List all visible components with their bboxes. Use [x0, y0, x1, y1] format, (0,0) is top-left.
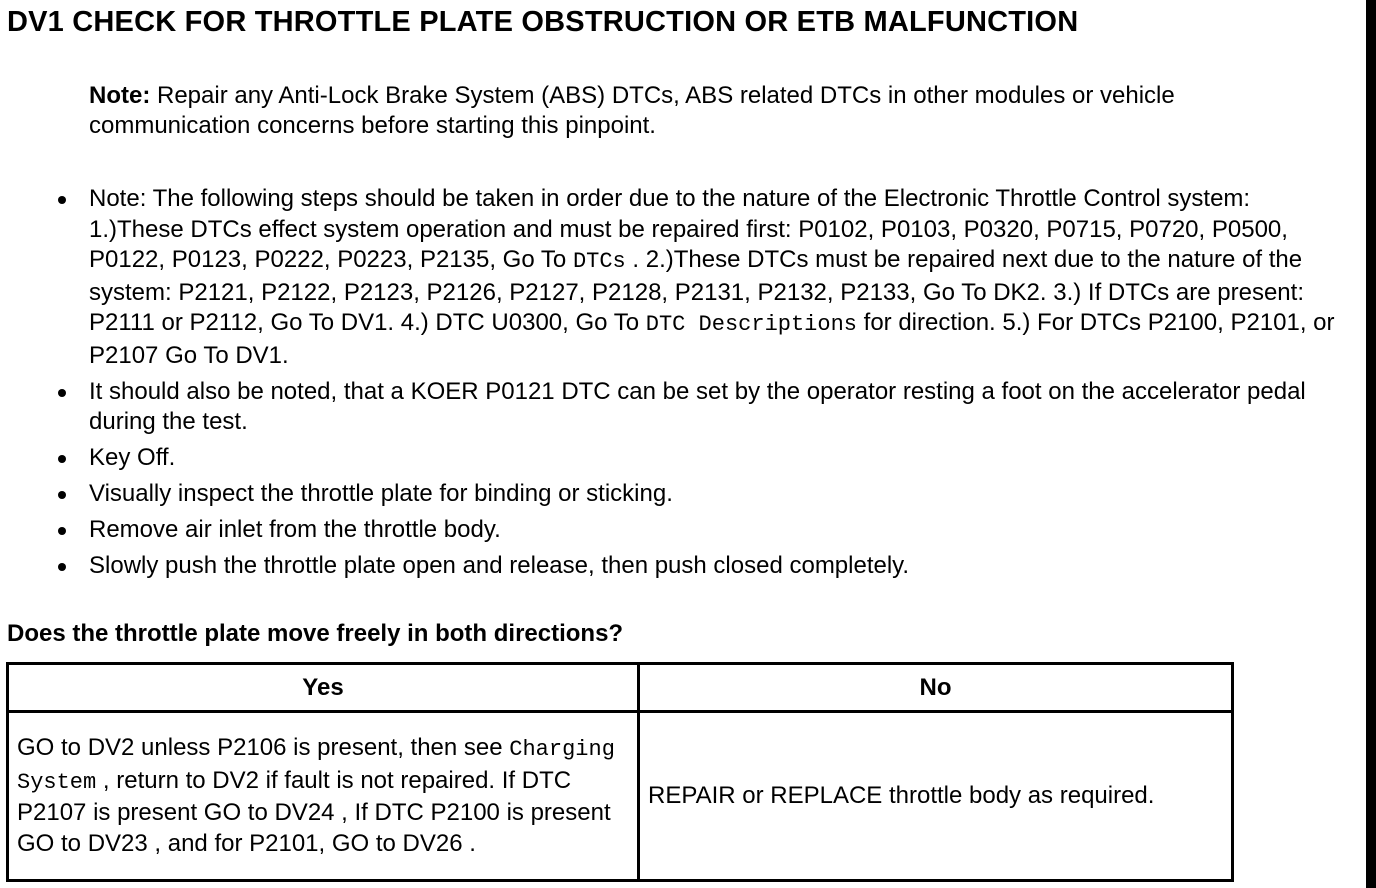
step-item-push-plate: [0, 551, 1350, 582]
charging-system-link[interactable]: Charging System: [17, 737, 615, 795]
step-text: Key Off.: [89, 444, 176, 471]
page-edge-bar: [1366, 0, 1376, 888]
step-item-visual-inspect: [0, 479, 1350, 510]
step-item-remove-inlet: [0, 515, 1350, 546]
step-text: . 2.)These DTCs must be repaired next due to the nature of the system: P2121, P2122, P2123, P2126, P2127, P2128, P2131, P2132, P2133, Go To DK2. 3.) If DTCs are present: P2111 or P2112, Go To DV1. 4.) DTC U0300, Go To: [89, 246, 1304, 336]
step-item-koer-note: [0, 377, 1350, 438]
step-text: Visually inspect the throttle plate for binding or sticking.: [89, 480, 673, 507]
note-text: Repair any Anti-Lock Brake System (ABS) DTCs, ABS related DTCs in other modules or vehicle communication concerns before starting this pinpoint.: [89, 82, 1175, 139]
step-list: [0, 184, 1350, 587]
yes-text: , return to DV2 if fault is not repaired. If DTC P2107 is present GO to DV24 , If DTC P2100 is present GO to DV23 , and for P2101, GO to DV26 .: [17, 766, 611, 857]
step-item-key-off: [0, 443, 1350, 474]
bullet-icon: [58, 196, 66, 204]
step-text: Slowly push the throttle plate open and release, then push closed completely.: [89, 552, 910, 579]
page-title: DV1 CHECK FOR THROTTLE PLATE OBSTRUCTION OR ETB MALFUNCTION: [7, 6, 1079, 38]
yes-result-cell: [8, 712, 639, 881]
no-result-cell: REPAIR or REPLACE throttle body as required.: [639, 712, 1233, 881]
header-yes: Yes: [8, 664, 639, 712]
abs-note: [89, 81, 1339, 141]
note-label: Note:: [89, 82, 151, 109]
table-header-row: [8, 664, 1233, 712]
bullet-icon: [58, 491, 66, 499]
step-text: It should also be noted, that a KOER P0121 DTC can be set by the operator resting a foot on the accelerator pedal during the test.: [89, 377, 1306, 435]
result-table: [6, 662, 1234, 882]
step-text: Note: The following steps should be taken in order due to the nature of the Electronic Throttle Control system: 1.)These DTCs effect system operation and must be repaired first: P0102, P0103, P0320, P0715, P0720, P0500, P0122, P0123, P0222, P0223, P2135, Go To: [89, 185, 1288, 273]
header-no: No: [639, 664, 1233, 712]
dtc-descriptions-link[interactable]: DTC Descriptions: [645, 312, 857, 337]
step-text: Remove air inlet from the throttle body.: [89, 516, 501, 543]
bullet-icon: [58, 389, 66, 397]
bullet-icon: [58, 455, 66, 463]
step-item-etc-order: [0, 184, 1350, 371]
step-text: for direction. 5.) For DTCs P2100, P2101, or P2107 Go To DV1.: [89, 309, 1335, 369]
table-row: [8, 712, 1233, 881]
test-question: Does the throttle plate move freely in both directions?: [7, 620, 624, 647]
bullet-icon: [58, 563, 66, 571]
dtcs-link[interactable]: DTCs: [572, 249, 626, 274]
yes-text: GO to DV2 unless P2106 is present, then see: [17, 734, 510, 761]
bullet-icon: [58, 527, 66, 535]
